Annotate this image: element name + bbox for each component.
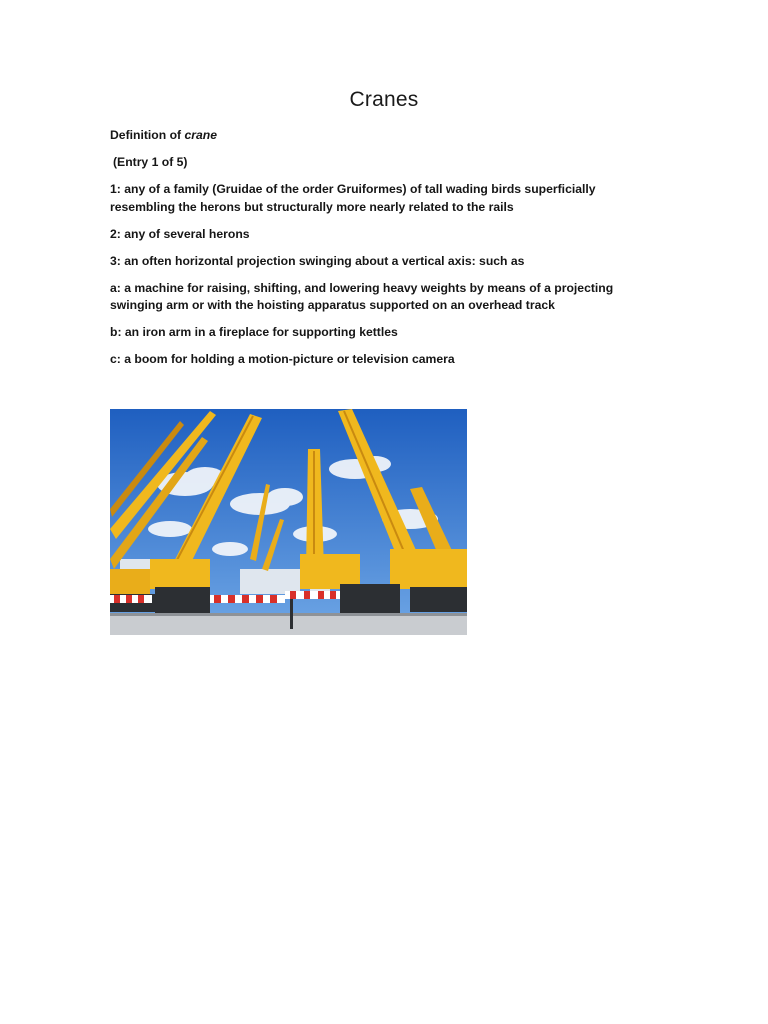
- entry-label: (Entry 1 of 5): [113, 155, 188, 169]
- definition-heading: [110, 127, 630, 145]
- cranes-photo: [110, 409, 467, 635]
- definition-prefix: Definition of: [110, 128, 185, 142]
- definition-3a: a: a machine for raising, shifting, and lowering heavy weights by means of a projecting swinging arm or with the hoisting apparatus supported on an overhead track: [110, 280, 614, 312]
- definition-3b: b: an iron arm in a fireplace for supporting kettles: [110, 325, 398, 339]
- cranes-photo-illustration: [110, 409, 467, 635]
- definition-3: 3: an often horizontal projection swinging about a vertical axis: such as: [110, 253, 525, 268]
- definition-1: 1: any of a family (Gruidae of the order Gruiformes) of tall wading birds superficially resembling the herons but structurally more nearly related to the rails: [110, 182, 596, 214]
- post: [290, 599, 293, 629]
- ground: [110, 615, 467, 635]
- page-title: Cranes: [349, 88, 419, 111]
- definition-3c: c: a boom for holding a motion-picture or television camera: [110, 352, 455, 366]
- definition-2: 2: any of several herons: [110, 226, 250, 241]
- definition-term: crane: [184, 128, 217, 142]
- document-body: [110, 127, 630, 378]
- ground-edge: [110, 613, 467, 616]
